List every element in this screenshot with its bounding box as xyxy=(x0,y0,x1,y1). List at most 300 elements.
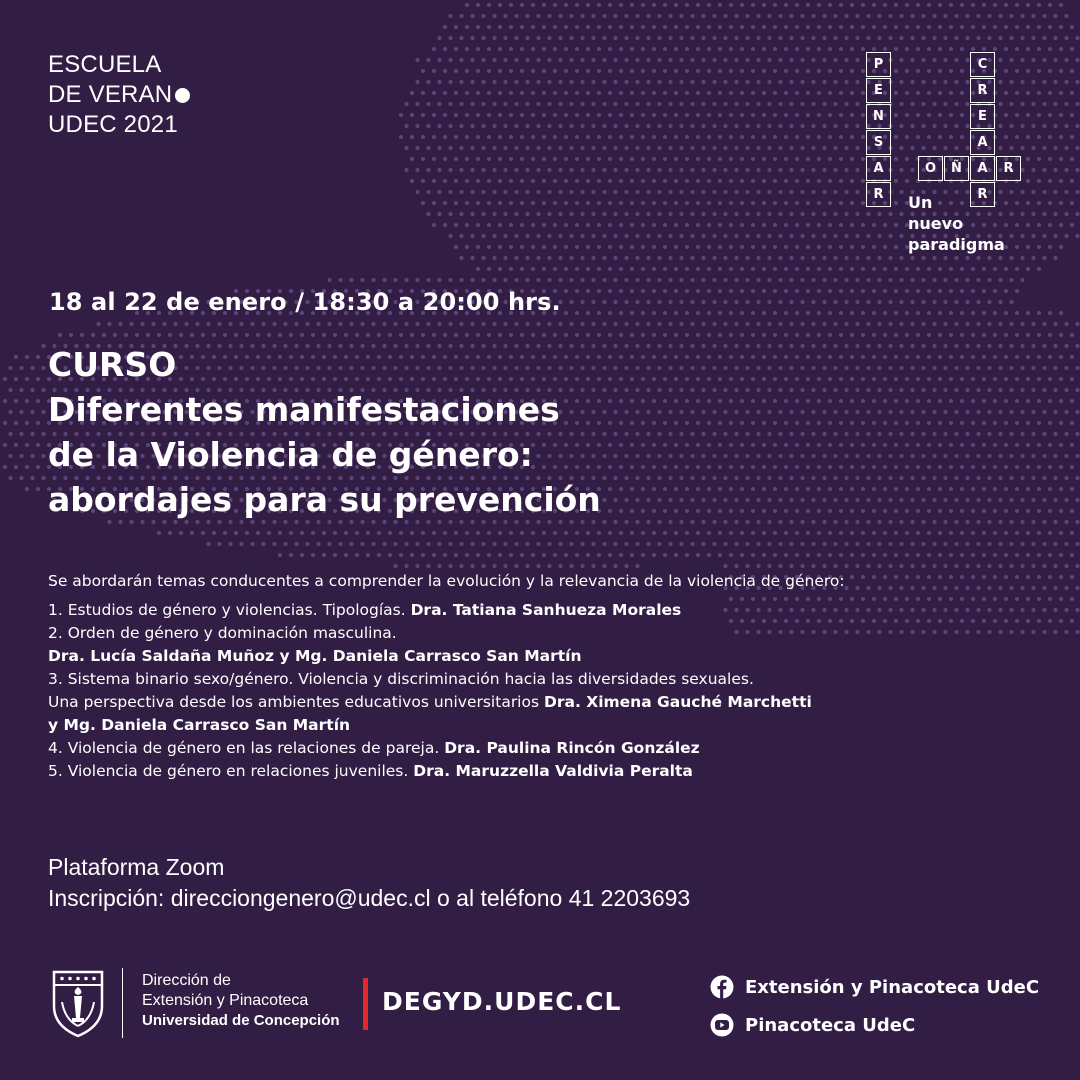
background-dot xyxy=(828,377,832,381)
background-dot xyxy=(872,355,876,359)
background-dot xyxy=(107,322,111,326)
background-dot xyxy=(756,168,760,172)
background-dot xyxy=(745,278,749,282)
background-dot xyxy=(432,223,436,227)
background-dot xyxy=(778,454,782,458)
background-dot xyxy=(954,366,958,370)
background-dot xyxy=(272,542,276,546)
background-dot xyxy=(641,47,645,51)
background-dot xyxy=(800,124,804,128)
background-dot xyxy=(916,355,920,359)
background-dot xyxy=(619,465,623,469)
background-dot xyxy=(855,432,859,436)
background-dot xyxy=(729,47,733,51)
background-dot xyxy=(1015,487,1019,491)
background-dot xyxy=(602,322,606,326)
background-dot xyxy=(1048,245,1052,249)
background-dot xyxy=(586,553,590,557)
background-dot xyxy=(476,553,480,557)
background-dot xyxy=(25,399,29,403)
background-dot xyxy=(547,234,551,238)
background-dot xyxy=(690,498,694,502)
background-dot xyxy=(800,146,804,150)
background-dot xyxy=(652,487,656,491)
background-dot xyxy=(795,25,799,29)
background-dot xyxy=(256,531,260,535)
background-dot xyxy=(965,300,969,304)
background-dot xyxy=(465,201,469,205)
background-dot xyxy=(943,36,947,40)
background-dot xyxy=(701,102,705,106)
background-dot xyxy=(685,3,689,7)
background-dot xyxy=(586,223,590,227)
background-dot xyxy=(844,432,848,436)
background-dot xyxy=(910,80,914,84)
background-dot xyxy=(652,509,656,513)
background-dot xyxy=(646,542,650,546)
background-dot xyxy=(1015,509,1019,513)
background-dot xyxy=(685,157,689,161)
background-dot xyxy=(828,91,832,95)
background-dot xyxy=(580,564,584,568)
background-dot xyxy=(833,212,837,216)
background-dot xyxy=(855,476,859,480)
website-link[interactable]: DEGYD.UDEC.CL xyxy=(382,987,622,1016)
background-dot xyxy=(960,289,964,293)
background-dot xyxy=(503,322,507,326)
background-dot xyxy=(1053,212,1057,216)
background-dot xyxy=(982,377,986,381)
background-dot xyxy=(481,102,485,106)
background-dot xyxy=(734,498,738,502)
background-dot xyxy=(674,245,678,249)
background-dot xyxy=(525,146,529,150)
background-dot xyxy=(982,553,986,557)
background-dot xyxy=(888,366,892,370)
background-dot xyxy=(536,190,540,194)
background-dot xyxy=(652,553,656,557)
background-dot xyxy=(575,333,579,337)
background-dot xyxy=(866,564,870,568)
background-dot xyxy=(745,476,749,480)
background-dot xyxy=(998,58,1002,62)
background-dot xyxy=(740,465,744,469)
background-dot xyxy=(1070,421,1074,425)
background-dot xyxy=(481,80,485,84)
background-dot xyxy=(509,91,513,95)
background-dot xyxy=(998,410,1002,414)
background-dot xyxy=(41,432,45,436)
background-dot xyxy=(575,201,579,205)
background-dot xyxy=(41,344,45,348)
background-dot xyxy=(949,531,953,535)
background-dot xyxy=(866,234,870,238)
background-dot xyxy=(509,201,513,205)
background-dot xyxy=(635,520,639,524)
background-dot xyxy=(415,278,419,282)
background-dot xyxy=(1015,377,1019,381)
background-dot xyxy=(1026,377,1030,381)
background-dot xyxy=(899,366,903,370)
background-dot xyxy=(685,355,689,359)
background-dot xyxy=(921,454,925,458)
background-dot xyxy=(1020,278,1024,282)
background-dot xyxy=(800,476,804,480)
background-dot xyxy=(679,124,683,128)
background-dot xyxy=(426,124,430,128)
background-dot xyxy=(767,476,771,480)
background-dot xyxy=(767,322,771,326)
background-dot xyxy=(410,333,414,337)
background-dot xyxy=(960,443,964,447)
background-dot xyxy=(476,179,480,183)
background-dot xyxy=(619,443,623,447)
background-dot xyxy=(591,36,595,40)
background-dot xyxy=(586,289,590,293)
facebook-link[interactable] xyxy=(710,975,1039,999)
background-dot xyxy=(1026,509,1030,513)
contact-info xyxy=(48,852,690,914)
background-dot xyxy=(1075,322,1079,326)
background-dot xyxy=(1053,630,1057,634)
background-dot xyxy=(696,113,700,117)
background-dot xyxy=(954,300,958,304)
background-dot xyxy=(910,542,914,546)
background-dot xyxy=(899,322,903,326)
background-dot xyxy=(525,322,529,326)
background-dot xyxy=(492,58,496,62)
background-dot xyxy=(833,300,837,304)
background-dot xyxy=(767,454,771,458)
background-dot xyxy=(470,80,474,84)
background-dot xyxy=(762,355,766,359)
background-dot xyxy=(602,366,606,370)
background-dot xyxy=(674,3,678,7)
background-dot xyxy=(426,542,430,546)
background-dot xyxy=(712,322,716,326)
background-dot xyxy=(415,168,419,172)
background-dot xyxy=(1059,47,1063,51)
background-dot xyxy=(558,146,562,150)
crossword-cell: R xyxy=(970,78,995,103)
background-dot xyxy=(613,146,617,150)
background-dot xyxy=(657,278,661,282)
background-dot xyxy=(663,311,667,315)
background-dot xyxy=(613,344,617,348)
background-dot xyxy=(943,498,947,502)
background-dot xyxy=(619,399,623,403)
background-dot xyxy=(509,135,513,139)
background-dot xyxy=(558,36,562,40)
background-dot xyxy=(872,465,876,469)
background-dot xyxy=(1037,443,1041,447)
background-dot xyxy=(938,553,942,557)
background-dot xyxy=(949,289,953,293)
background-dot xyxy=(652,113,656,117)
background-dot xyxy=(652,69,656,73)
background-dot xyxy=(690,454,694,458)
background-dot xyxy=(861,355,865,359)
background-dot xyxy=(1031,58,1035,62)
background-dot xyxy=(712,102,716,106)
background-dot xyxy=(740,245,744,249)
topic-row: Una perspectiva desde los ambientes educativos universitarios Dra. Ximena Gauché Marchetti xyxy=(48,693,812,711)
background-dot xyxy=(1020,366,1024,370)
background-dot xyxy=(1031,564,1035,568)
background-dot xyxy=(602,476,606,480)
background-dot xyxy=(657,454,661,458)
background-dot xyxy=(696,289,700,293)
background-dot xyxy=(800,300,804,304)
background-dot xyxy=(448,36,452,40)
background-dot xyxy=(641,421,645,425)
course-title xyxy=(48,342,601,522)
background-dot xyxy=(690,58,694,62)
background-dot xyxy=(652,179,656,183)
background-dot xyxy=(795,443,799,447)
background-dot xyxy=(707,157,711,161)
background-dot xyxy=(586,157,590,161)
background-dot xyxy=(448,278,452,282)
background-dot xyxy=(1031,498,1035,502)
background-dot xyxy=(1015,113,1019,117)
background-dot xyxy=(421,333,425,337)
background-dot xyxy=(723,102,727,106)
background-dot xyxy=(949,509,953,513)
background-dot xyxy=(1015,443,1019,447)
background-dot xyxy=(1059,619,1063,623)
background-dot xyxy=(459,564,463,568)
background-dot xyxy=(927,377,931,381)
background-dot xyxy=(630,245,634,249)
background-dot xyxy=(943,322,947,326)
background-dot xyxy=(844,102,848,106)
background-dot xyxy=(1026,421,1030,425)
background-dot xyxy=(503,80,507,84)
background-dot xyxy=(756,520,760,524)
background-dot xyxy=(971,377,975,381)
background-dot xyxy=(993,355,997,359)
background-dot xyxy=(707,69,711,73)
background-dot xyxy=(872,25,876,29)
background-dot xyxy=(1070,157,1074,161)
background-dot xyxy=(844,212,848,216)
background-dot xyxy=(503,146,507,150)
background-dot xyxy=(509,69,513,73)
background-dot xyxy=(927,355,931,359)
background-dot xyxy=(1048,465,1052,469)
background-dot xyxy=(635,476,639,480)
background-dot xyxy=(652,355,656,359)
background-dot xyxy=(729,487,733,491)
background-dot xyxy=(690,168,694,172)
background-dot xyxy=(844,410,848,414)
background-dot xyxy=(630,465,634,469)
background-dot xyxy=(1053,388,1057,392)
crossword-cell: N xyxy=(866,104,891,129)
background-dot xyxy=(795,531,799,535)
background-dot xyxy=(773,289,777,293)
background-dot xyxy=(767,58,771,62)
background-dot xyxy=(1037,421,1041,425)
background-dot xyxy=(729,465,733,469)
background-dot xyxy=(1075,344,1079,348)
background-dot xyxy=(679,476,683,480)
background-dot xyxy=(795,399,799,403)
background-dot xyxy=(1059,157,1063,161)
background-dot xyxy=(729,245,733,249)
background-dot xyxy=(806,267,810,271)
background-dot xyxy=(762,25,766,29)
background-dot xyxy=(575,113,579,117)
background-dot xyxy=(982,487,986,491)
background-dot xyxy=(943,432,947,436)
background-dot xyxy=(817,201,821,205)
background-dot xyxy=(855,36,859,40)
background-dot xyxy=(536,564,540,568)
background-dot xyxy=(542,179,546,183)
background-dot xyxy=(470,564,474,568)
background-dot xyxy=(707,465,711,469)
background-dot xyxy=(206,322,210,326)
background-dot xyxy=(696,487,700,491)
background-dot xyxy=(586,47,590,51)
background-dot xyxy=(1009,14,1013,18)
background-dot xyxy=(844,322,848,326)
background-dot xyxy=(613,36,617,40)
background-dot xyxy=(465,3,469,7)
background-dot xyxy=(822,432,826,436)
background-dot xyxy=(938,531,942,535)
background-dot xyxy=(690,256,694,260)
background-dot xyxy=(789,476,793,480)
background-dot xyxy=(300,531,304,535)
background-dot xyxy=(712,278,716,282)
background-dot xyxy=(707,421,711,425)
background-dot xyxy=(624,168,628,172)
background-dot xyxy=(487,201,491,205)
background-dot xyxy=(597,113,601,117)
school-line-3: UDEC 2021 xyxy=(48,111,178,138)
background-dot xyxy=(998,432,1002,436)
background-dot xyxy=(696,47,700,51)
background-dot xyxy=(613,124,617,128)
background-dot xyxy=(668,36,672,40)
background-dot xyxy=(14,355,18,359)
background-dot xyxy=(828,531,832,535)
background-dot xyxy=(1037,487,1041,491)
background-dot xyxy=(1020,14,1024,18)
background-dot xyxy=(426,146,430,150)
background-dot xyxy=(811,520,815,524)
background-dot xyxy=(745,322,749,326)
background-dot xyxy=(1015,47,1019,51)
background-dot xyxy=(41,366,45,370)
youtube-link[interactable] xyxy=(710,1013,1039,1037)
background-dot xyxy=(1015,531,1019,535)
background-dot xyxy=(624,520,628,524)
background-dot xyxy=(822,366,826,370)
background-dot xyxy=(1037,113,1041,117)
background-dot xyxy=(701,542,705,546)
background-dot xyxy=(767,36,771,40)
background-dot xyxy=(503,212,507,216)
background-dot xyxy=(806,399,810,403)
background-dot xyxy=(1031,542,1035,546)
background-dot xyxy=(641,465,645,469)
background-dot xyxy=(525,212,529,216)
background-dot xyxy=(949,47,953,51)
background-dot xyxy=(481,190,485,194)
background-dot xyxy=(690,410,694,414)
background-dot xyxy=(619,135,623,139)
background-dot xyxy=(844,278,848,282)
background-dot xyxy=(646,14,650,18)
background-dot xyxy=(674,179,678,183)
background-dot xyxy=(965,14,969,18)
background-dot xyxy=(855,80,859,84)
background-dot xyxy=(690,146,694,150)
background-dot xyxy=(481,212,485,216)
background-dot xyxy=(701,322,705,326)
background-dot xyxy=(1004,47,1008,51)
background-dot xyxy=(795,377,799,381)
background-dot xyxy=(1042,366,1046,370)
background-dot xyxy=(630,267,634,271)
background-dot xyxy=(531,333,535,337)
background-dot xyxy=(459,234,463,238)
background-dot xyxy=(998,498,1002,502)
background-dot xyxy=(872,267,876,271)
background-dot xyxy=(415,58,419,62)
background-dot xyxy=(888,344,892,348)
background-dot xyxy=(580,542,584,546)
background-dot xyxy=(971,3,975,7)
background-dot xyxy=(129,322,133,326)
background-dot xyxy=(712,80,716,84)
background-dot xyxy=(850,399,854,403)
background-dot xyxy=(998,146,1002,150)
crossword-cell: S xyxy=(866,130,891,155)
background-dot xyxy=(525,564,529,568)
background-dot xyxy=(580,80,584,84)
background-dot xyxy=(1015,333,1019,337)
background-dot xyxy=(668,14,672,18)
background-dot xyxy=(982,421,986,425)
background-dot xyxy=(536,36,540,40)
background-dot xyxy=(910,168,914,172)
background-dot xyxy=(542,201,546,205)
background-dot xyxy=(1048,509,1052,513)
background-dot xyxy=(905,157,909,161)
background-dot xyxy=(481,278,485,282)
background-dot xyxy=(608,487,612,491)
background-dot xyxy=(943,14,947,18)
background-dot xyxy=(481,564,485,568)
background-dot xyxy=(916,3,920,7)
background-dot xyxy=(586,531,590,535)
background-dot xyxy=(399,333,403,337)
background-dot xyxy=(602,542,606,546)
background-dot xyxy=(481,256,485,260)
registration-text[interactable]: Inscripción: direcciongenero@udec.cl o al teléfono 41 2203693 xyxy=(48,885,691,911)
background-dot xyxy=(1064,58,1068,62)
background-dot xyxy=(965,256,969,260)
background-dot xyxy=(822,454,826,458)
background-dot xyxy=(459,256,463,260)
background-dot xyxy=(657,36,661,40)
background-dot xyxy=(839,135,843,139)
